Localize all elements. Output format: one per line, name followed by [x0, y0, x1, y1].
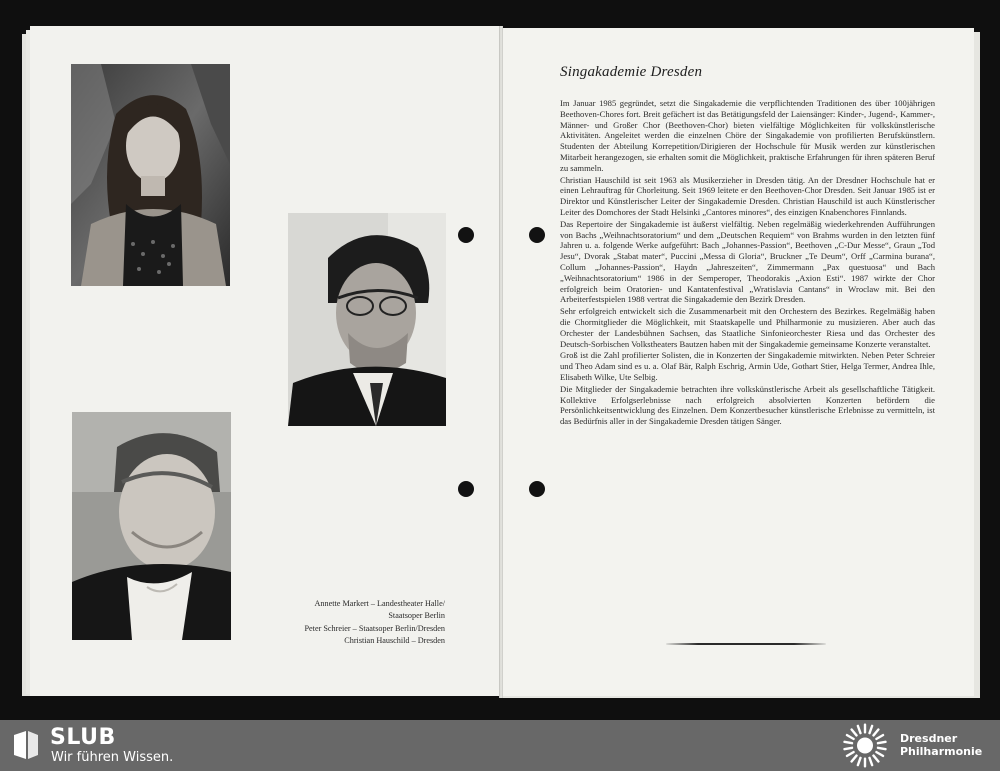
paragraph: Die Mitglieder der Singakademie betrachten ihre volkskünstlerische Arbeit als gesellschaftliche Tätigkeit. Kollektive Erfolgserlebnisse nach erfolgreich absolvierten Konzerten befördern die Persönlichkeitsentwicklung des Einzelnen. Dem Konzertbesucher künstlerische Erlebnisse zu vermitteln, ist das Bedürfnis aller in der Singakademie Dresden tätigen Sänger.: [560, 383, 935, 427]
left-page: [30, 26, 501, 696]
caption-line: Annette Markert – Landestheater Halle/: [314, 599, 445, 608]
page-title: Singakademie Dresden: [560, 64, 703, 80]
paragraph: Sehr erfolgreich entwickelt sich die Zusammenarbeit mit den Orchestern des Bezirkes. Regelmäßig haben die Chormitglieder die Möglichkeit, mit Staatskapelle und Philharmonie zu musizieren. Aber auch das Orchester der Landesbühnen Sachsen, das Staatliche Sinfonieorchester Riesa und das Orchester des Deutsch-Sorbischen Volkstheaters Bautzen haben mit der Singakademie gemeinsame Konzerte veranstaltet.: [560, 306, 935, 349]
caption-line: Peter Schreier – Staatsoper Berlin/Dresden: [304, 623, 445, 633]
photo-captions: [240, 598, 445, 648]
paragraph: Christian Hauschild ist seit 1963 als Musikerzieher in Dresden tätig. An der Dresdner Hochschule hat er einen Lehrauftrag für Chorleitung. Seit 1969 leitete er den Beethoven-Chor Dresden. Seit Januar 1985 ist er Direktor und Künstlerischer Leiter der Singakademie Dresden. Christian Hauschild ist auch Künstlerischer Leiter des Domchores der Stadt Helsinki „Cantores minores“, des einzigen Knabenchores Finnlands.: [560, 174, 935, 217]
slub-logo-text[interactable]: SLUB: [50, 725, 116, 750]
paragraph: Groß ist die Zahl profilierter Solisten, die in Konzerten der Singakademie mitwirkten. Neben Peter Schreier und Theo Adam sind es u. a. Olaf Bär, Ralph Eschrig, Armin Ude, Gothart Stier, Helga Termer, Andrea Ihle, Elisabeth Wilke, Ute Selbig.: [560, 350, 935, 382]
portrait-photo-woman: [71, 64, 230, 286]
paragraph: Das Repertoire der Singakademie ist äußerst vielfältig. Neben regelmäßig wiederkehrenden Aufführungen von Bachs „Weihnachtsoratorium“ und dem „Deutschen Requiem“ von Brahms wurden in den letzten fünf Jahren u. a. folgende Werke aufgeführt: Bach „Johannes-Passion“, Beethoven „C-Dur Messe“, Graun „Tod Jesu“, Dvorak „Stabat mater“, Puccini „Messa di Gloria“, Bruckner „Te Deum“, Orff „Carmina burana“, Collum „Johannes-Passion“, Haydn „Jahreszeiten“, Zimmermann „Pax questuosa“ und Bach „Weihnachtsoratorium“ 1986 in der Semperoper, Theodorakis „Axion Esti“. 1987 wirkte der Chor erfolgreich beim Oratorien- und Kantatenfestival „Wratislavia Cantans“ in Wroclaw mit. Bei den Arbeiterfestspielen 1988 vertrat die Singakademie den Bezirk Dresden.: [560, 218, 935, 305]
philharmonie-star-icon[interactable]: [839, 723, 891, 768]
punch-hole: [458, 227, 474, 243]
slub-tagline: Wir führen Wissen.: [51, 750, 174, 765]
caption-line: Staatsoper Berlin: [388, 611, 445, 621]
book-spine: [499, 26, 503, 698]
decorative-rule: [666, 643, 826, 645]
partner-line: Philharmonie: [900, 745, 983, 758]
portrait-photo-man-glasses: [288, 213, 446, 426]
philharmonie-logo-text[interactable]: [900, 732, 982, 758]
caption-line: Christian Hauschild – Dresden: [344, 636, 445, 646]
paragraph: Im Januar 1985 gegründet, setzt die Singakademie die verpflichtenden Traditionen des über 100jährigen Beethoven-Chores fort. Breit gefächert ist das Betätigungsfeld der Laiensänger: Kinder-, Jugend-, Kammer-, Männer- und Großer Chor (Beethoven-Chor) bieten vielfältige Möglichkeiten für volkskünstlerische Aktivitäten. Angeleitet werden die einzelnen Chöre der Singakademie von profilierten Berufskünstlern. Studenten der Abteilung Korrepetition/Dirigieren der Hochschule für Musik werden zur künstlerischen Mitarbeit herangezogen, sie erhalten somit die Möglichkeit, praktische Erfahrungen für ihren späteren Beruf zu sammeln.: [560, 98, 935, 173]
slub-book-icon[interactable]: [12, 729, 40, 761]
footer-bar: [0, 720, 1000, 771]
partner-line: Dresdner: [900, 732, 958, 745]
punch-hole: [529, 227, 545, 243]
article-body: [560, 98, 935, 427]
portrait-photo-older-man: [72, 412, 231, 640]
punch-hole: [458, 481, 474, 497]
punch-hole: [529, 481, 545, 497]
